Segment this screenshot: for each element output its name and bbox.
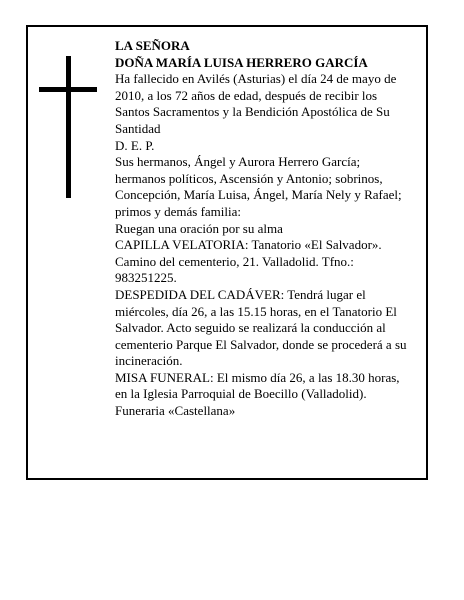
death-announcement-line-1: Ha fallecido en Avilés (Asturias) el día 24 de mayo de bbox=[115, 71, 397, 87]
family-line-1: Sus hermanos, Ángel y Aurora Herrero García; bbox=[115, 154, 361, 170]
farewell-line-5: incineración. bbox=[115, 353, 183, 369]
cross-icon bbox=[39, 56, 97, 198]
death-announcement-line-4: Santidad bbox=[115, 120, 161, 136]
chapel-line-2: Camino del cementerio, 21. Valladolid. Tfno.: bbox=[115, 253, 354, 269]
farewell-line-3: Salvador. Acto seguido se realizará la conducción al bbox=[115, 320, 386, 336]
rip-line: D. E. P. bbox=[115, 137, 155, 153]
chapel-line-3: 983251225. bbox=[115, 270, 177, 286]
family-line-4: primos y demás familia: bbox=[115, 203, 242, 219]
farewell-line-1: DESPEDIDA DEL CADÁVER: Tendrá lugar el bbox=[115, 286, 366, 302]
funeral-mass-line-1: MISA FUNERAL: El mismo día 26, a las 18.30 horas, bbox=[115, 369, 400, 385]
farewell-line-4: cementerio Parque El Salvador, donde se procederá a su bbox=[115, 336, 407, 352]
funeral-home-line: Funeraria «Castellana» bbox=[115, 403, 236, 419]
cross-vertical-bar bbox=[66, 56, 71, 198]
farewell-line-2: miércoles, día 26, a las 15.15 horas, en el Tanatorio El bbox=[115, 303, 397, 319]
death-announcement-line-3: Santos Sacramentos y la Bendición Apostólica de Su bbox=[115, 104, 390, 120]
chapel-line-1: CAPILLA VELATORIA: Tanatorio «El Salvador». bbox=[115, 237, 382, 253]
prayer-request-line: Ruegan una oración por su alma bbox=[115, 220, 283, 236]
family-line-2: hermanos políticos, Ascensión y Antonio; sobrinos, bbox=[115, 170, 383, 186]
funeral-mass-line-2: en la Iglesia Parroquial de Boecillo (Valladolid). bbox=[115, 386, 367, 402]
cross-horizontal-bar bbox=[39, 87, 97, 92]
family-line-3: Concepción, María Luisa, Ángel, María Nely y Rafael; bbox=[115, 187, 402, 203]
notice-text bbox=[115, 38, 423, 420]
notice-title-line-1: LA SEÑORA bbox=[115, 38, 190, 53]
death-announcement-line-2: 2010, a los 72 años de edad, después de recibir los bbox=[115, 87, 378, 103]
deceased-name: DOÑA MARÍA LUISA HERRERO GARCÍA bbox=[115, 54, 368, 70]
obituary-notice bbox=[26, 25, 428, 480]
